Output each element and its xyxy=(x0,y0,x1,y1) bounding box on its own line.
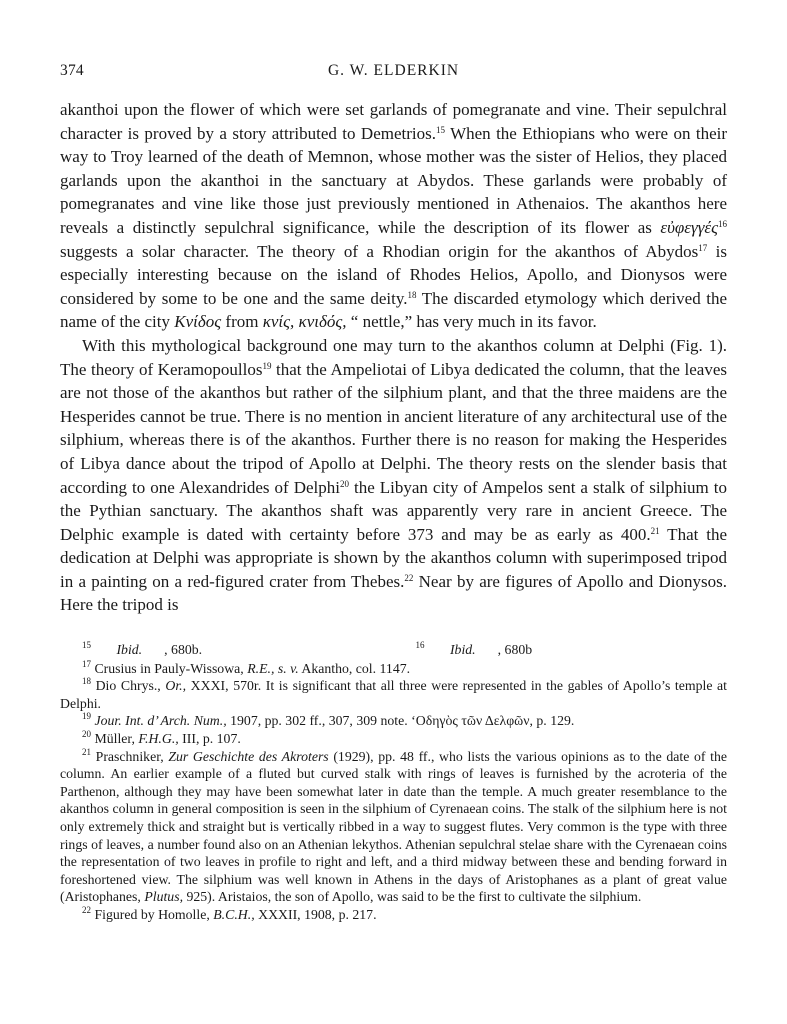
footnote-18 xyxy=(60,677,727,712)
footnote-22 xyxy=(60,906,727,924)
italic-text: F.H.G., xyxy=(138,731,179,747)
note-marker: 16 xyxy=(718,218,727,229)
note-marker: 18 xyxy=(407,289,417,300)
text-run: 925). Aristaios, the son of Apollo, was said to be the first to cultivate the silphium. xyxy=(183,889,642,905)
text-run: , 680b xyxy=(497,642,533,658)
italic-text: R.E., xyxy=(247,660,275,676)
text-run: Figured by Homolle, xyxy=(91,906,214,922)
running-head-author: G. W. ELDERKIN xyxy=(327,62,460,79)
text-run: With this mythological background one may turn to the akanthos column at Delphi (Fig. 1). The theory of Keramopoullos xyxy=(60,335,727,379)
note-marker: 17 xyxy=(698,242,708,253)
italic-text: εὐφεγγές xyxy=(660,217,718,237)
text-run: The discarded etymology which derived the name of the city xyxy=(60,288,728,332)
text-run: from xyxy=(221,312,263,332)
main-text xyxy=(60,98,727,617)
text-run: 1907, pp. 302 ff., 307, 309 note. ‘Οδηγὸς τῶν Δελφῶν, p. 129. xyxy=(226,713,575,729)
text-run: Akantho, col. 1147. xyxy=(298,660,411,676)
note-marker: 22 xyxy=(404,572,414,583)
text-run: Crusius in Pauly-Wissowa, xyxy=(91,660,248,676)
body-paragraph-2 xyxy=(60,334,727,617)
text-run: “ nettle,” has very much in its favor. xyxy=(346,312,597,332)
footnote-20 xyxy=(60,730,727,748)
italic-text: κνίς, κνιδός, xyxy=(262,312,347,332)
italic-text: Plutus, xyxy=(144,889,184,905)
text-run: Müller, xyxy=(91,731,139,747)
note-marker: 21 xyxy=(82,746,91,757)
note-marker: 15 xyxy=(435,124,445,135)
text-run: Near by are figures of Apollo and Dionysos. Here the tripod is xyxy=(60,571,727,615)
text-run xyxy=(91,642,116,657)
text-run: suggests a solar character. The theory of a Rhodian origin for the akanthos of Abydos xyxy=(60,241,699,261)
footnote-19 xyxy=(60,712,727,730)
text-run: III, p. 107. xyxy=(178,731,241,747)
text-run: Praschniker, xyxy=(91,748,169,764)
note-marker: 22 xyxy=(82,904,91,915)
note-marker: 17 xyxy=(82,658,91,669)
text-run: Dio Chrys., xyxy=(91,678,166,694)
text-run: the Libyan city of Ampelos sent a stalk of silphium to the Pythian sanctuary. The akanthos shaft was apparently very rare in ancient Greece. The Delphic example is dated with certainty before 373 and may be as early as 400. xyxy=(60,477,728,544)
text-run: XXXII, 1908, p. 217. xyxy=(254,906,377,922)
italic-text: Κνίδος xyxy=(174,312,222,332)
text-run: is especially interesting because on the island of Rhodes Helios, Apollo, and Dionysos were considered by some to be one and the same deity. xyxy=(60,241,727,308)
note-marker: 19 xyxy=(262,360,272,371)
footnote-17 xyxy=(60,660,727,678)
page xyxy=(60,62,727,924)
text-run: , 680b. xyxy=(164,642,203,658)
footnote-15 xyxy=(60,641,394,659)
note-marker: 21 xyxy=(650,525,660,536)
footnote-16 xyxy=(394,641,728,659)
note-marker: 18 xyxy=(82,676,91,687)
note-marker: 20 xyxy=(82,729,91,740)
text-run: that the Ampeliotai of Libya dedicated the column, that the leaves are not those of the akanthos but rather of the silphium plant, and that the three maidens are the Hesperides cannot be true. There is no mention in ancient literature of any architectural use of the silphium, whereas there is of the akanthos. Further there is no reason for making the Hesperides of Libya dance about the tripod of Apollo at Delphi. The theory rests on the slender basis that according to one Alexandrides of Delphi xyxy=(60,359,727,497)
text-run: When the Ethiopians who were on their way to Troy learned of the death of Memnon, whose mother was the sister of Helios, they placed garlands upon the akanthoi in the sanctuary at Abydos. These garlands were probably of pomegranates and vine like those just previously mentioned in Athenaios. The akanthos here reveals a distinctly sepulchral significance, while the description of its flower as xyxy=(60,123,727,237)
text-run xyxy=(425,642,450,657)
italic-text: Ibid. xyxy=(449,642,476,658)
footnote-21 xyxy=(60,748,727,906)
note-marker: 20 xyxy=(339,478,349,489)
italic-text: B.C.H., xyxy=(213,906,255,922)
italic-text: s. v. xyxy=(277,660,299,676)
text-run: XXXI, 570r. It is significant that all three were represented in the gables of Apollo’s temple at Delphi. xyxy=(60,678,728,711)
footnote-row-15-16 xyxy=(60,641,727,659)
text-run: akanthoi upon the flower of which were set garlands of pomegranate and vine. Their sepulchral character is proved by a story attributed to Demetrios. xyxy=(60,100,727,143)
note-marker: 15 xyxy=(82,640,91,651)
text-run: (1929), pp. 48 ff., who lists the various opinions as to the date of the column. An earlier example of a fluted but curved stalk with rings of leaves is furnished by the acroteria of the Parthenon, although they may have been somewhat later in date than the temple. A much greater resemblance to the akanthos column in general composition is seen in the silphium of Cyrenaean coins. The stalk of the silphium here is not only extremely thick and straight but is vertically ribbed in a way to suggest flutes. Very common is the type with three rings of leaves, a number found also on an Athenian lekythos. Athenian sepulchral stelae share with the Cyrenaean coins the representation of two leaves in profile to right and left, and a third midway between these and bending forward in foreshortened view. The silphium was well known in Athens in the days of Aristophanes as a plant of great value (Aristophanes, xyxy=(60,748,727,905)
italic-text: Ibid. xyxy=(116,642,143,658)
italic-text: Or., xyxy=(165,678,187,694)
note-marker: 16 xyxy=(415,640,425,651)
footnote-gap xyxy=(60,617,727,641)
italic-text: Jour. Int. d’ Arch. Num., xyxy=(94,713,227,729)
text-run: That the dedication at Delphi was appropriate is shown by the akanthos column with superimposed tripod in a painting on a red-figured crater from Thebes. xyxy=(60,524,727,591)
italic-text: Zur Geschichte des Akroters xyxy=(168,748,329,764)
page-number: 374 xyxy=(60,62,84,79)
note-marker: 19 xyxy=(82,711,91,722)
footnotes xyxy=(60,641,727,924)
body-paragraph-1 xyxy=(60,98,727,334)
running-header xyxy=(60,62,727,84)
